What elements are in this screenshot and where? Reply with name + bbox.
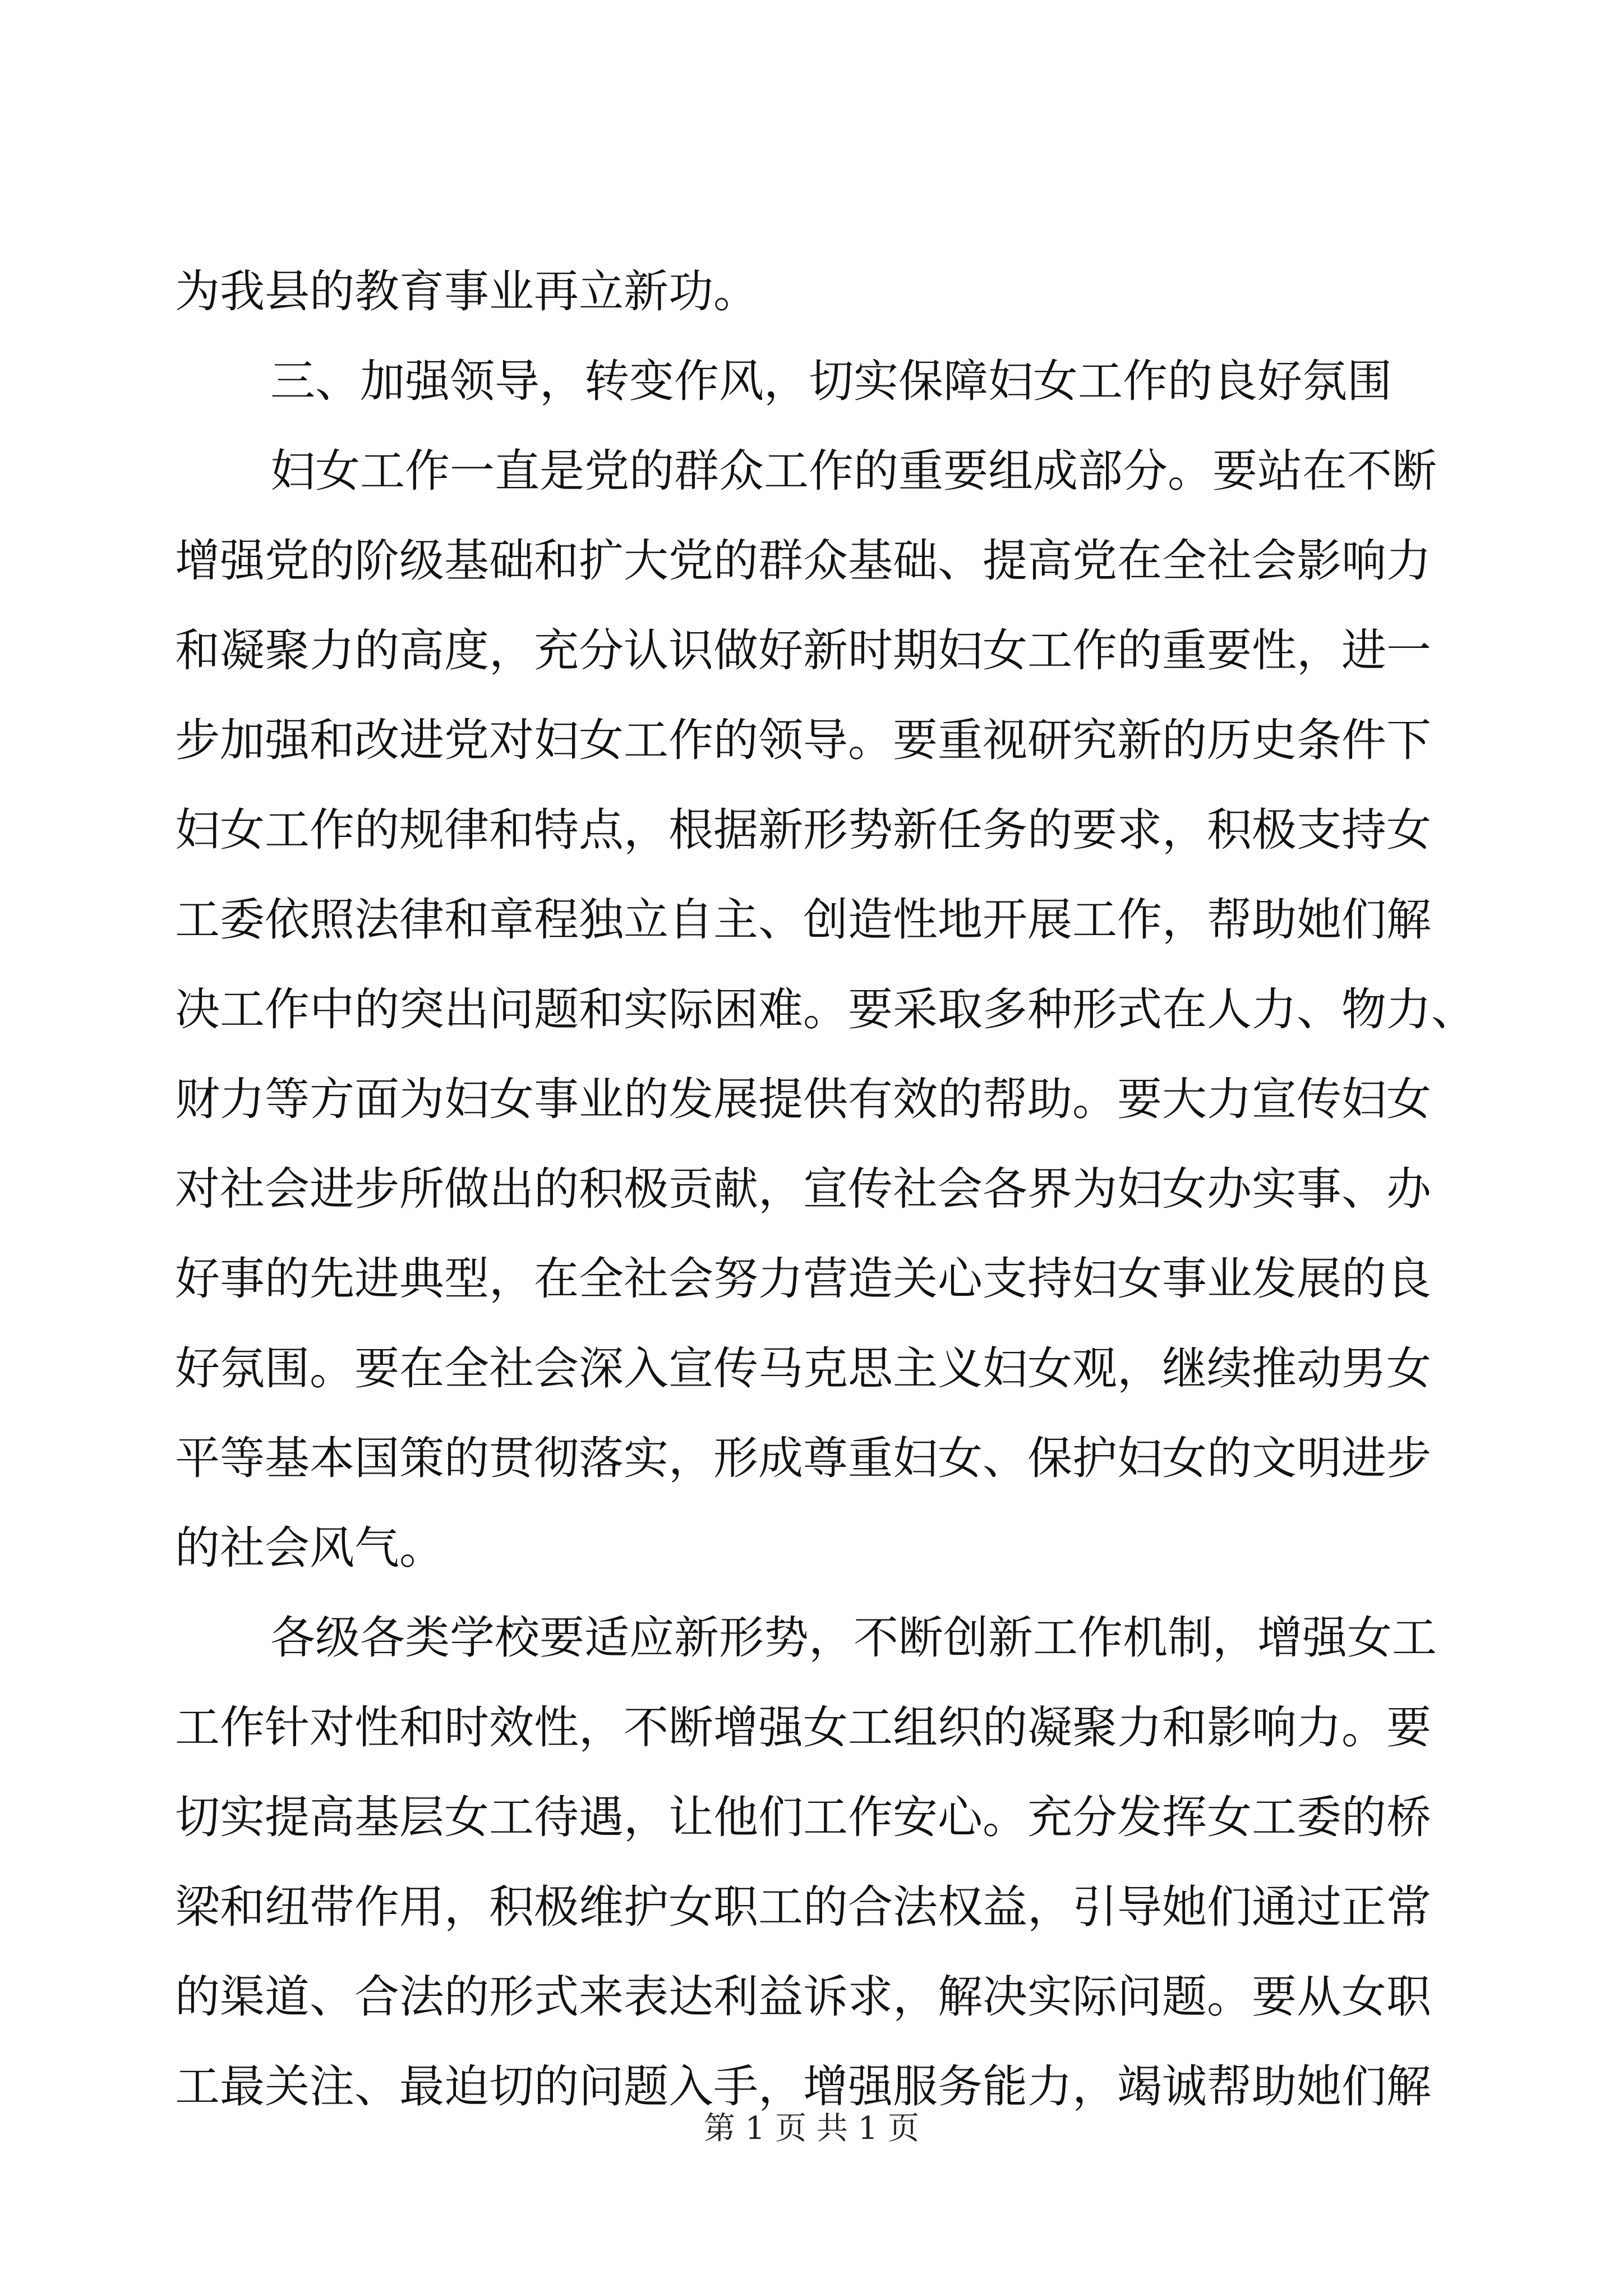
- body-text-line: 各级各类学校要适应新形势，不断创新工作机制，增强女工: [270, 1612, 1437, 1664]
- body-text-line: 妇女工作的规律和特点，根据新形势新任务的要求，积极支持女: [175, 804, 1431, 856]
- body-text-line: 决工作中的突出问题和实际困难。要采取多种形式在人力、物力、: [175, 983, 1476, 1036]
- body-text-line: 梁和纽带作用，积极维护女职工的合法权益，引导她们通过正常: [175, 1881, 1431, 1933]
- body-text-line: 对社会进步所做出的积极贡献，宣传社会各界为妇女办实事、办: [175, 1163, 1431, 1215]
- body-text-line: 工最关注、最迫切的问题入手，增强服务能力，竭诚帮助她们解: [175, 2060, 1431, 2113]
- body-text-line: 的渠道、合法的形式来表达利益诉求，解决实际问题。要从女职: [175, 1971, 1431, 2023]
- body-text-line: 为我县的教育事业再立新功。: [175, 265, 758, 318]
- body-text-line: 增强党的阶级基础和扩大党的群众基础、提高党在全社会影响力: [175, 535, 1431, 587]
- body-text-line: 的社会风气。: [175, 1522, 444, 1574]
- body-text-line: 好事的先进典型，在全社会努力营造关心支持妇女事业发展的良: [175, 1253, 1431, 1305]
- body-text-line: 切实提高基层女工待遇，让他们工作安心。充分发挥女工委的桥: [175, 1791, 1431, 1843]
- body-text-line: 工作针对性和时效性，不断增强女工组织的凝聚力和影响力。要: [175, 1701, 1431, 1754]
- section-heading: 三、加强领导，转变作风，切实保障妇女工作的良好氛围: [270, 355, 1392, 407]
- body-text-line: 平等基本国策的贯彻落实，形成尊重妇女、保护妇女的文明进步: [175, 1432, 1431, 1484]
- body-text-line: 工委依照法律和章程独立自主、创造性地开展工作，帮助她们解: [175, 894, 1431, 946]
- body-text-line: 步加强和改进党对妇女工作的领导。要重视研究新的历史条件下: [175, 714, 1431, 766]
- body-text-line: 和凝聚力的高度，充分认识做好新时期妇女工作的重要性，进一: [175, 624, 1431, 677]
- body-text-line: 财力等方面为妇女事业的发展提供有效的帮助。要大力宣传妇女: [175, 1073, 1431, 1125]
- page-footer: 第 1 页 共 1 页: [703, 2110, 920, 2147]
- document-body: [175, 247, 1476, 2132]
- body-text-line: 好氛围。要在全社会深入宣传马克思主义妇女观，继续推动男女: [175, 1342, 1431, 1395]
- body-text-line: 妇女工作一直是党的群众工作的重要组成部分。要站在不断: [270, 445, 1437, 497]
